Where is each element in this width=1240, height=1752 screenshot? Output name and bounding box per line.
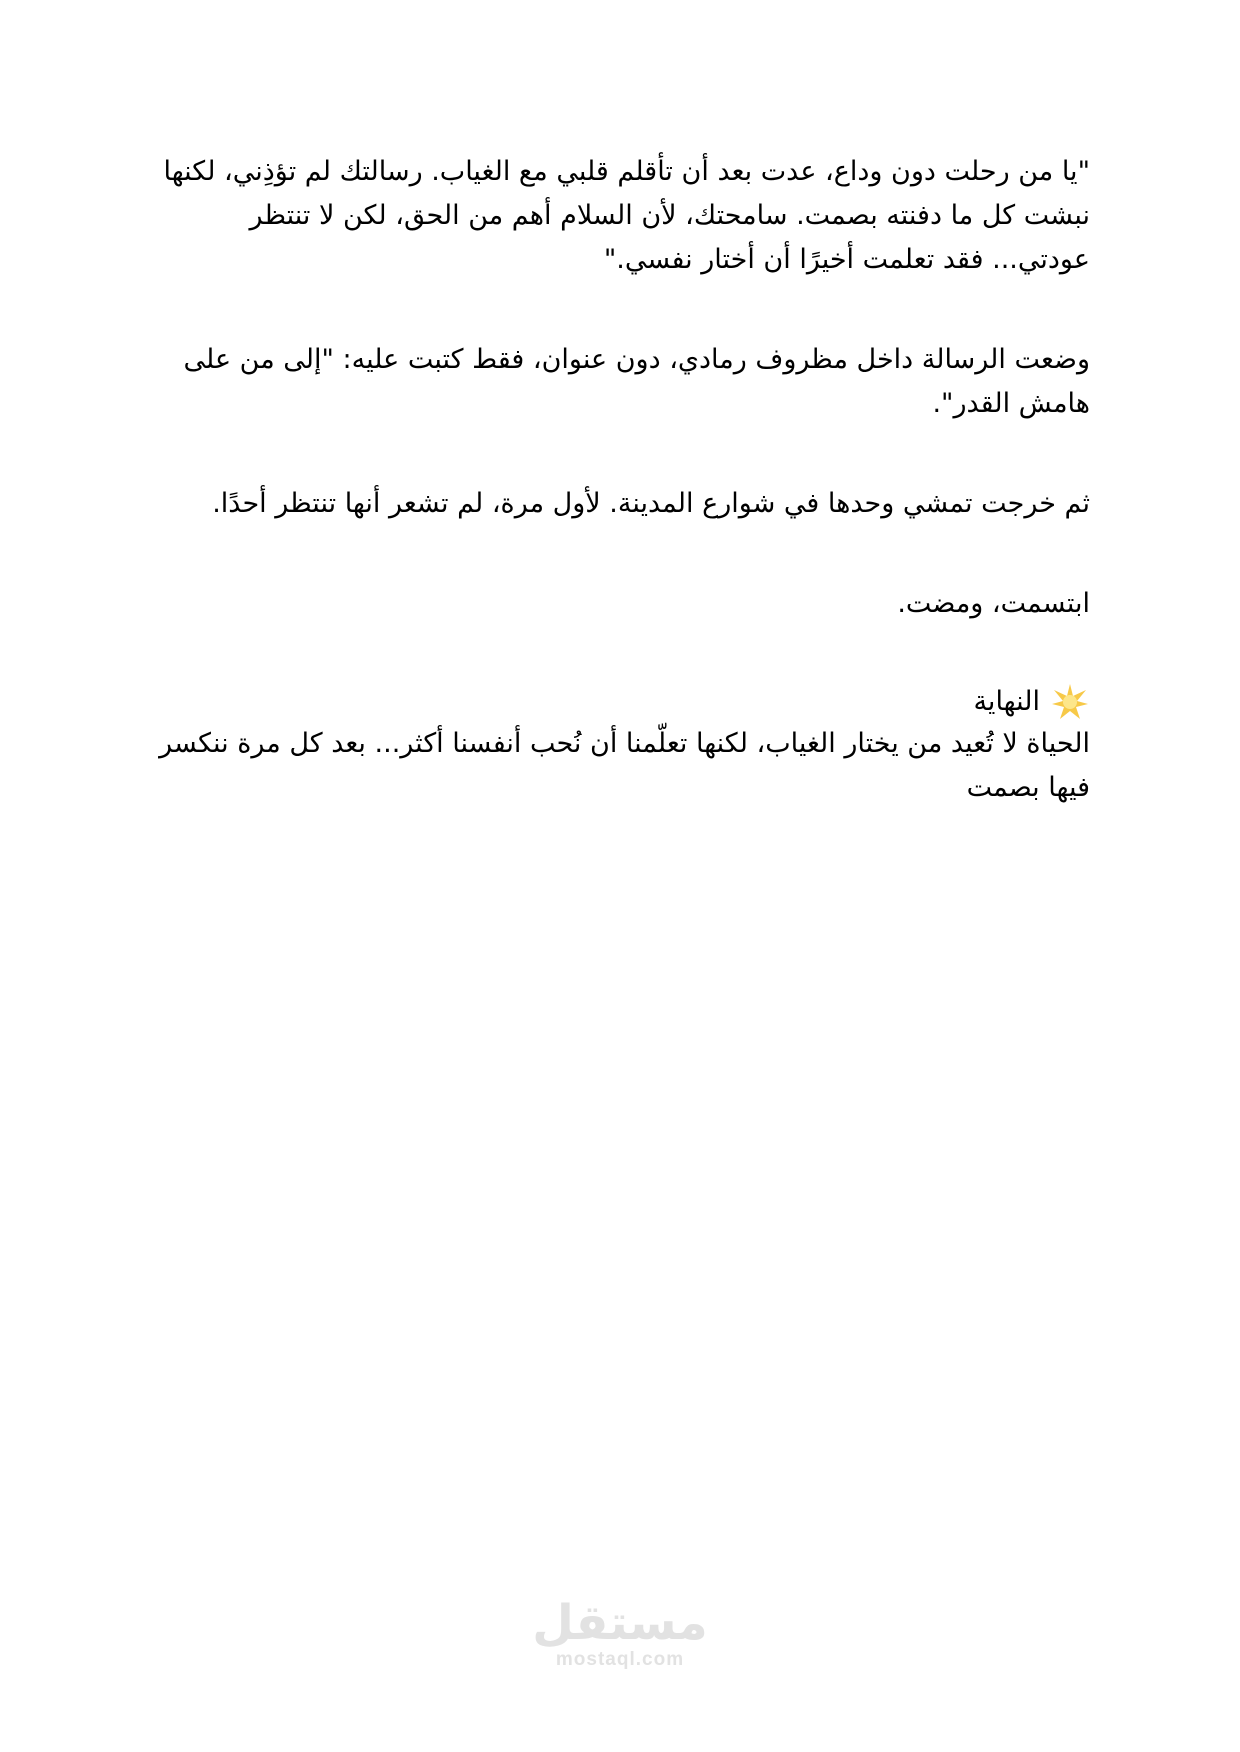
paragraph-envelope: وضعت الرسالة داخل مظروف رمادي، دون عنوان، فقط كتبت عليه: "إلى من على هامش القدر". bbox=[183, 344, 1090, 419]
watermark bbox=[0, 1597, 1240, 1671]
watermark-url: mostaql.com bbox=[555, 1649, 685, 1670]
ending-title: النهاية bbox=[973, 686, 1040, 717]
glowing-star-icon bbox=[1050, 682, 1090, 722]
document-body bbox=[150, 150, 1090, 810]
paragraph-letter: "يا من رحلت دون وداع، عدت بعد أن تأقلم قلبي مع الغياب. رسالتك لم تؤذِني، لكنها نبشت كل ما دفنته بصمت. سامحتك، لأن السلام أهم من الحق، لكن لا تنتظر عودتي... فقد تعلمت أخيرًا أن أختار نفسي." bbox=[163, 156, 1090, 275]
paragraph-smile: ابتسمت، ومضت. bbox=[897, 588, 1090, 619]
watermark-logo: مستقل bbox=[532, 1595, 708, 1651]
paragraph-walk: ثم خرجت تمشي وحدها في شوارع المدينة. لأول مرة، لم تشعر أنها تنتظر أحدًا. bbox=[212, 488, 1090, 519]
ending-text: الحياة لا تُعيد من يختار الغياب، لكنها تعلّمنا أن نُحب أنفسنا أكثر... بعد كل مرة ننكسر فيها بصمت bbox=[159, 728, 1090, 803]
ending-heading bbox=[150, 682, 1090, 722]
